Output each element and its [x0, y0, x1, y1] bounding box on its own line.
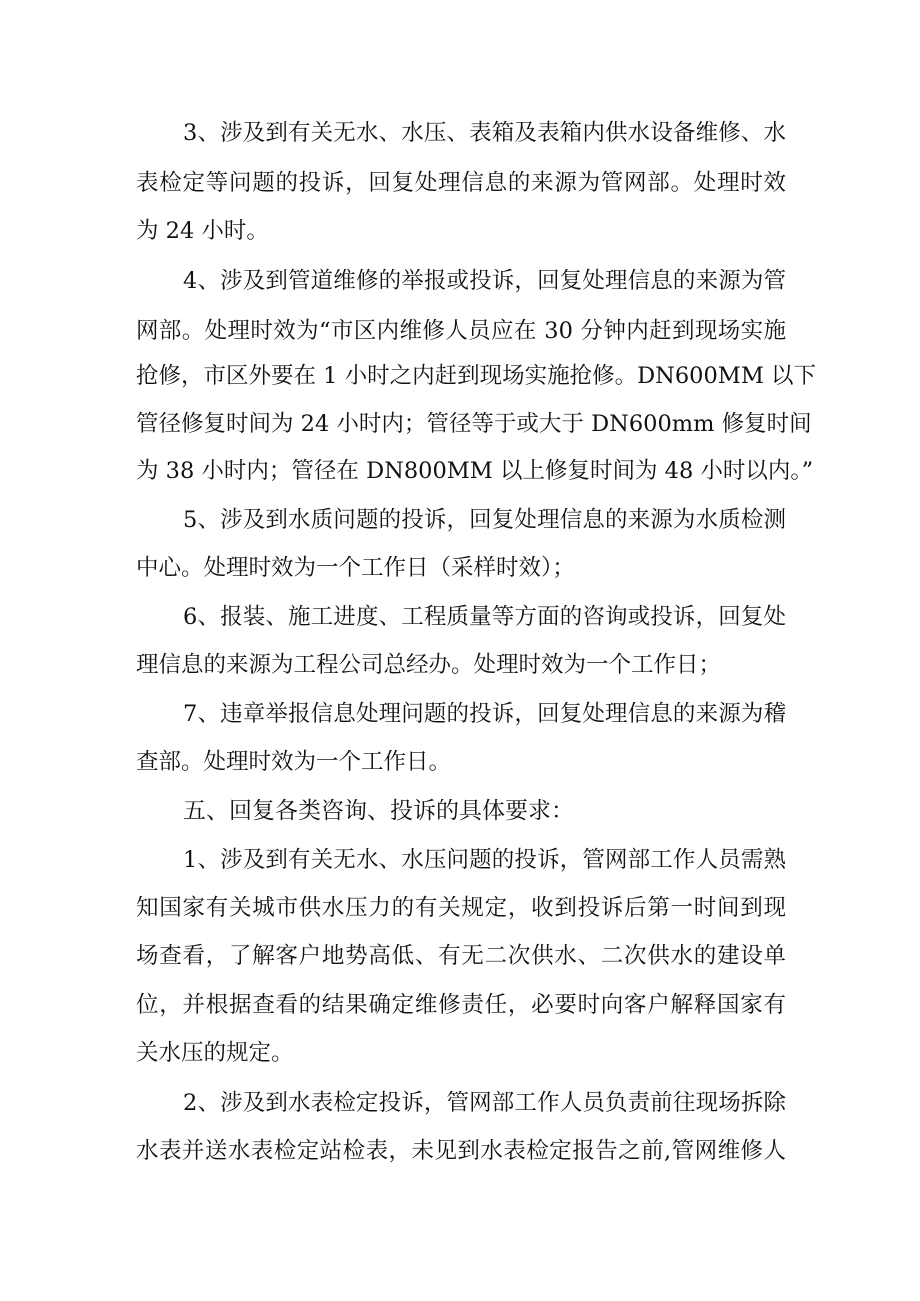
paragraph-3-line-3: 为 24 小时。 [136, 218, 269, 244]
paragraph-4-line-4: 管径修复时间为 24 小时内；管径等于或大于 DN600mm 修复时间 [136, 411, 812, 437]
section-item-1-line-3: 场查看，了解客户地势高低、有无二次供水、二次供水的建设单 [136, 943, 786, 969]
section-item-1-line-4: 位，并根据查看的结果确定维修责任，必要时向客户解释国家有 [136, 992, 786, 1018]
section-heading: 五、回复各类咨询、投诉的具体要求： [183, 798, 574, 824]
section-item-2-line-2: 水表并送水表检定站检表，未见到水表检定报告之前,管网维修人 [136, 1138, 786, 1164]
paragraph-4-line-5: 为 38 小时内；管径在 DN800MM 以上修复时间为 48 小时以内。” [136, 458, 814, 484]
paragraph-6-line-2: 理信息的来源为工程公司总经办。处理时效为一个工作日； [136, 652, 722, 678]
paragraph-4-line-2: 网部。处理时效为“市区内维修人员应在 30 分钟内赶到现场实施 [136, 318, 786, 344]
paragraph-3-line-2: 表检定等问题的投诉，回复处理信息的来源为管网部。处理时效 [136, 170, 786, 196]
section-item-1-line-2: 知国家有关城市供水压力的有关规定，收到投诉后第一时间到现 [136, 895, 786, 921]
section-item-1-line-5: 关水压的规定。 [136, 1040, 294, 1066]
paragraph-4-line-3: 抢修，市区外要在 1 小时之内赶到现场实施抢修。DN600MM 以下 [136, 363, 817, 389]
paragraph-7-line-2: 查部。处理时效为一个工作日。 [136, 749, 452, 775]
paragraph-3-line-1: 3、涉及到有关无水、水压、表箱及表箱内供水设备维修、水 [183, 120, 786, 146]
paragraph-5-line-2: 中心。处理时效为一个工作日（采样时效）； [136, 555, 575, 581]
paragraph-5-line-1: 5、涉及到水质问题的投诉，回复处理信息的来源为水质检测 [183, 507, 786, 533]
section-item-2-line-1: 2、涉及到水表检定投诉，管网部工作人员负责前往现场拆除 [183, 1090, 786, 1116]
paragraph-6-line-1: 6、报装、施工进度、工程质量等方面的咨询或投诉，回复处 [183, 604, 786, 630]
section-item-1-line-1: 1、涉及到有关无水、水压问题的投诉，管网部工作人员需熟 [183, 847, 786, 873]
paragraph-4-line-1: 4、涉及到管道维修的举报或投诉，回复处理信息的来源为管 [183, 268, 786, 294]
paragraph-7-line-1: 7、违章举报信息处理问题的投诉，回复处理信息的来源为稽 [183, 701, 786, 727]
